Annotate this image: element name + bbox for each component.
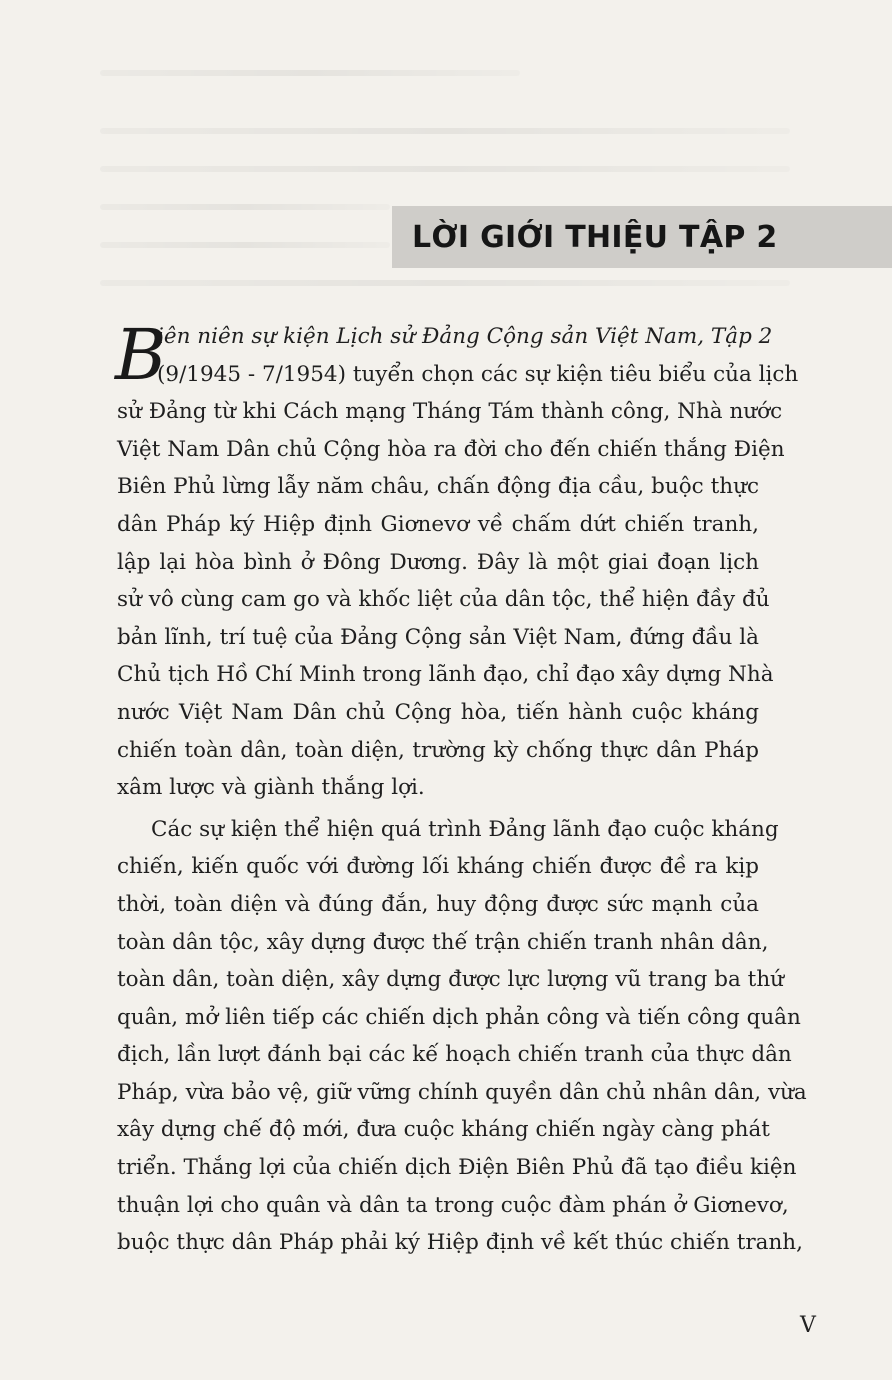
- text-line: chiến toàn dân, toàn diện, trường kỳ chống thực dân Pháp: [117, 737, 759, 763]
- text-line: toàn dân tộc, xây dựng được thế trận chiến tranh nhân dân,: [117, 929, 769, 955]
- text-line: Chủ tịch Hồ Chí Minh trong lãnh đạo, chỉ đạo xây dựng Nhà: [117, 662, 774, 688]
- text-line: Biên Phủ lừng lẫy năm châu, chấn động địa cầu, buộc thực: [117, 474, 759, 500]
- text-line: lập lại hòa bình ở Đông Dương. Đây là một giai đoạn lịch: [117, 549, 759, 575]
- text-line: buộc thực dân Pháp phải ký Hiệp định về kết thúc chiến tranh,: [117, 1230, 803, 1256]
- text-line: toàn dân, toàn diện, xây dựng được lực lượng vũ trang ba thứ: [117, 967, 785, 993]
- text-line: thời, toàn diện và đúng đắn, huy động được sức mạnh của: [117, 891, 759, 917]
- text-line: Pháp, vừa bảo vệ, giữ vững chính quyền dân chủ nhân dân, vừa: [117, 1079, 807, 1105]
- text-line: Các sự kiện thể hiện quá trình Đảng lãnh đạo cuộc kháng: [151, 816, 779, 842]
- bleed-through-line: [100, 204, 390, 210]
- paragraph-2: [117, 811, 807, 1262]
- bleed-through-line: [100, 128, 790, 134]
- page-number: V: [800, 1313, 816, 1338]
- text-line: xây dựng chế độ mới, đưa cuộc kháng chiến ngày càng phát: [117, 1117, 770, 1143]
- text-line: dân Pháp ký Hiệp định Giơnevơ về chấm dứt chiến tranh,: [117, 511, 759, 537]
- text-line-content: iên niên sự kiện Lịch sử Đảng Cộng sản Việt Nam, Tập 2: [157, 324, 773, 349]
- bleed-through-line: [100, 242, 390, 248]
- body-text: [115, 314, 807, 1262]
- text-line: (9/1945 - 7/1954) tuyển chọn các sự kiện tiêu biểu của lịch: [157, 361, 799, 387]
- text-line: sử vô cùng cam go và khốc liệt của dân tộc, thể hiện đầy đủ: [117, 587, 770, 613]
- text-line: bản lĩnh, trí tuệ của Đảng Cộng sản Việt Nam, đứng đầu là: [117, 624, 759, 650]
- bleed-through-line: [100, 70, 520, 76]
- text-line: thuận lợi cho quân và dân ta trong cuộc đàm phán ở Giơnevơ,: [117, 1192, 789, 1218]
- bleed-through-line: [100, 280, 790, 286]
- heading-band: [392, 206, 892, 268]
- page-title: LỜI GIỚI THIỆU TẬP 2: [412, 219, 778, 255]
- text-line: nước Việt Nam Dân chủ Cộng hòa, tiến hành cuộc kháng: [117, 699, 759, 725]
- text-line: chiến, kiến quốc với đường lối kháng chiến được đề ra kịp: [117, 854, 759, 880]
- text-line: xâm lược và giành thắng lợi.: [117, 775, 425, 801]
- text-line: quân, mở liên tiếp các chiến dịch phản công và tiến công quân: [117, 1004, 801, 1030]
- paragraph-1: [115, 314, 799, 807]
- text-line: triển. Thắng lợi của chiến dịch Điện Biên Phủ đã tạo điều kiện: [117, 1155, 797, 1181]
- text-line: địch, lần lượt đánh bại các kế hoạch chiến tranh của thực dân: [117, 1042, 792, 1068]
- drop-cap: B: [115, 314, 167, 396]
- bleed-through-line: [100, 166, 790, 172]
- text-line: Việt Nam Dân chủ Cộng hòa ra đời cho đến chiến thắng Điện: [117, 436, 785, 462]
- text-line: sử Đảng từ khi Cách mạng Tháng Tám thành công, Nhà nước: [117, 399, 783, 425]
